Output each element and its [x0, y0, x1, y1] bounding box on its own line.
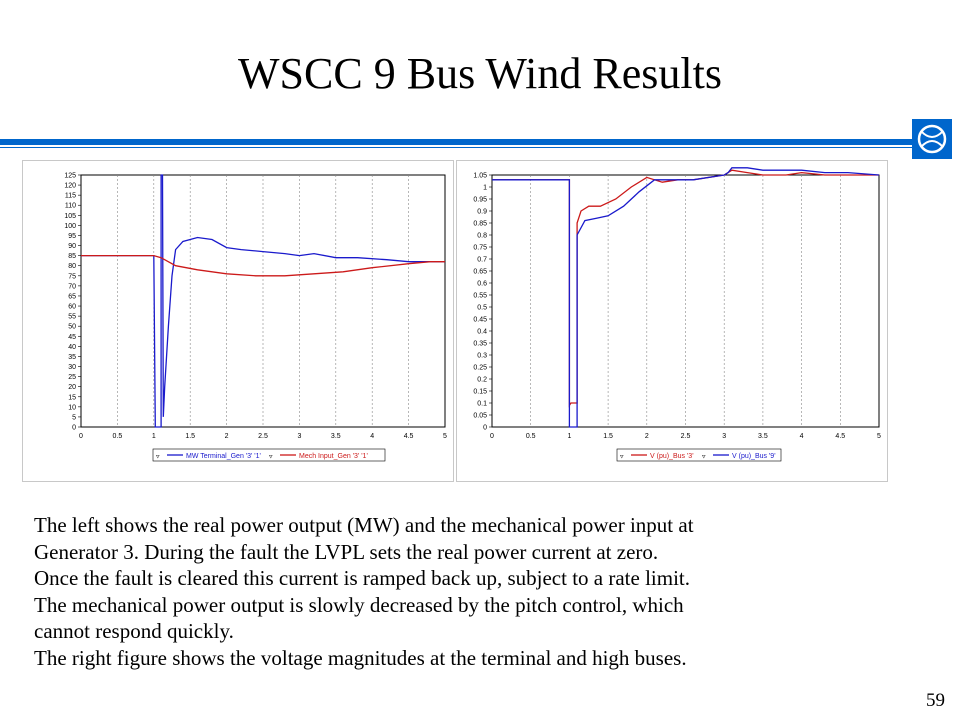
page-number: 59	[926, 690, 945, 711]
y-tick-label: 0	[72, 424, 76, 432]
y-tick-label: 0.5	[477, 304, 487, 312]
legend-label: MW Terminal_Gen '3' '1'	[186, 453, 261, 460]
y-tick-label: 0.75	[473, 244, 487, 252]
y-tick-label: 10	[68, 404, 76, 412]
y-tick-label: 90	[68, 243, 76, 251]
y-tick-label: 75	[68, 273, 76, 281]
y-tick-label: 70	[68, 283, 76, 291]
slide-title: WSCC 9 Bus Wind Results	[238, 49, 722, 98]
y-tick-label: 0.4	[477, 328, 487, 336]
power-chart	[23, 161, 453, 481]
title-rule-thin	[0, 147, 915, 148]
y-tick-label: 0.55	[473, 292, 487, 300]
legend-label: V (pu)_Bus '9'	[732, 453, 776, 460]
y-tick-label: 0.8	[477, 232, 487, 240]
caption-line: Generator 3. During the fault the LVPL sets the real power current at zero.	[34, 539, 659, 564]
y-tick-label: 1.05	[473, 172, 487, 180]
x-tick-label: 1.5	[185, 433, 196, 440]
y-tick-label: 40	[68, 343, 76, 351]
x-tick-label: 4.5	[835, 433, 846, 440]
x-tick-label: 5	[443, 433, 447, 440]
y-tick-label: 60	[68, 303, 76, 311]
caption-line: The right figure shows the voltage magnitudes at the terminal and high buses.	[34, 645, 687, 670]
x-tick-label: 3	[722, 433, 727, 440]
x-tick-label: 2	[644, 433, 649, 440]
y-tick-label: 0.3	[477, 352, 487, 360]
x-tick-label: 3	[297, 433, 302, 440]
y-tick-label: 0.85	[473, 220, 487, 228]
y-tick-label: 0.7	[477, 256, 487, 264]
y-tick-label: 30	[68, 364, 76, 372]
y-tick-label: 0.1	[477, 400, 487, 408]
y-tick-label: 0.05	[473, 412, 487, 420]
y-tick-label: 65	[68, 293, 76, 301]
y-tick-label: 80	[68, 263, 76, 271]
caption-line: cannot respond quickly.	[34, 619, 234, 643]
y-tick-label: 95	[68, 232, 76, 240]
x-tick-label: 4	[799, 433, 804, 440]
y-tick-label: 0.65	[473, 268, 487, 276]
y-tick-label: 0.25	[473, 364, 487, 372]
x-tick-label: 0.5	[112, 433, 123, 440]
right-chart-panel	[456, 160, 888, 482]
y-tick-label: 35	[68, 353, 76, 361]
y-tick-label: 5	[72, 414, 76, 422]
x-tick-label: 3.5	[758, 433, 768, 440]
y-tick-label: 0.9	[477, 208, 487, 216]
y-tick-label: 0.45	[473, 316, 487, 324]
y-tick-label: 1	[483, 184, 487, 192]
x-tick-label: 0.5	[525, 433, 536, 440]
globe-logo-icon	[912, 119, 952, 159]
caption-line: Once the fault is cleared this current is ramped back up, subject to a rate limit.	[34, 566, 691, 590]
y-tick-label: 100	[64, 222, 76, 230]
legend-label: V (pu)_Bus '3'	[650, 453, 694, 460]
legend-label: Mech Input_Gen '3' '1'	[299, 453, 368, 460]
y-tick-label: 115	[64, 192, 76, 200]
y-tick-label: 50	[68, 323, 76, 331]
y-tick-label: 45	[68, 333, 76, 341]
y-tick-label: 15	[68, 394, 76, 402]
title-rule	[0, 139, 915, 145]
x-tick-label: 5	[877, 433, 881, 440]
x-tick-label: 1.5	[603, 433, 613, 440]
y-tick-label: 120	[64, 182, 76, 190]
x-tick-label: 1	[567, 433, 572, 440]
y-tick-label: 25	[68, 374, 76, 382]
y-tick-label: 0.2	[477, 376, 487, 384]
y-tick-label: 125	[64, 172, 76, 180]
y-tick-label: 0.35	[473, 340, 487, 348]
y-tick-label: 85	[68, 253, 76, 261]
y-tick-label: 0.95	[473, 196, 487, 204]
legend-marker: ▿	[269, 453, 273, 461]
x-tick-label: 2.5	[680, 433, 691, 440]
y-tick-label: 110	[64, 202, 76, 210]
x-tick-label: 2.5	[258, 433, 268, 440]
legend-marker: ▿	[156, 453, 160, 461]
x-tick-label: 3.5	[330, 433, 341, 440]
y-tick-label: 0	[483, 424, 487, 432]
y-tick-label: 0.15	[473, 388, 487, 396]
x-tick-label: 0	[79, 433, 83, 440]
y-tick-label: 20	[68, 384, 76, 392]
x-tick-label: 1	[151, 433, 156, 440]
y-tick-label: 105	[64, 212, 76, 220]
x-tick-label: 0	[490, 433, 494, 440]
left-chart-panel	[22, 160, 454, 482]
caption-line: The mechanical power output is slowly decreased by the pitch control, which	[34, 592, 684, 617]
legend-marker: ▿	[620, 453, 624, 461]
x-tick-label: 2	[224, 433, 229, 440]
caption-line: The left shows the real power output (MW) and the mechanical power input at	[34, 513, 694, 537]
legend-marker: ▿	[702, 453, 706, 461]
x-tick-label: 4.5	[403, 433, 414, 440]
voltage-chart	[457, 161, 887, 481]
x-tick-label: 4	[370, 433, 375, 440]
caption	[34, 512, 914, 671]
y-tick-label: 55	[68, 313, 76, 321]
y-tick-label: 0.6	[477, 280, 487, 288]
